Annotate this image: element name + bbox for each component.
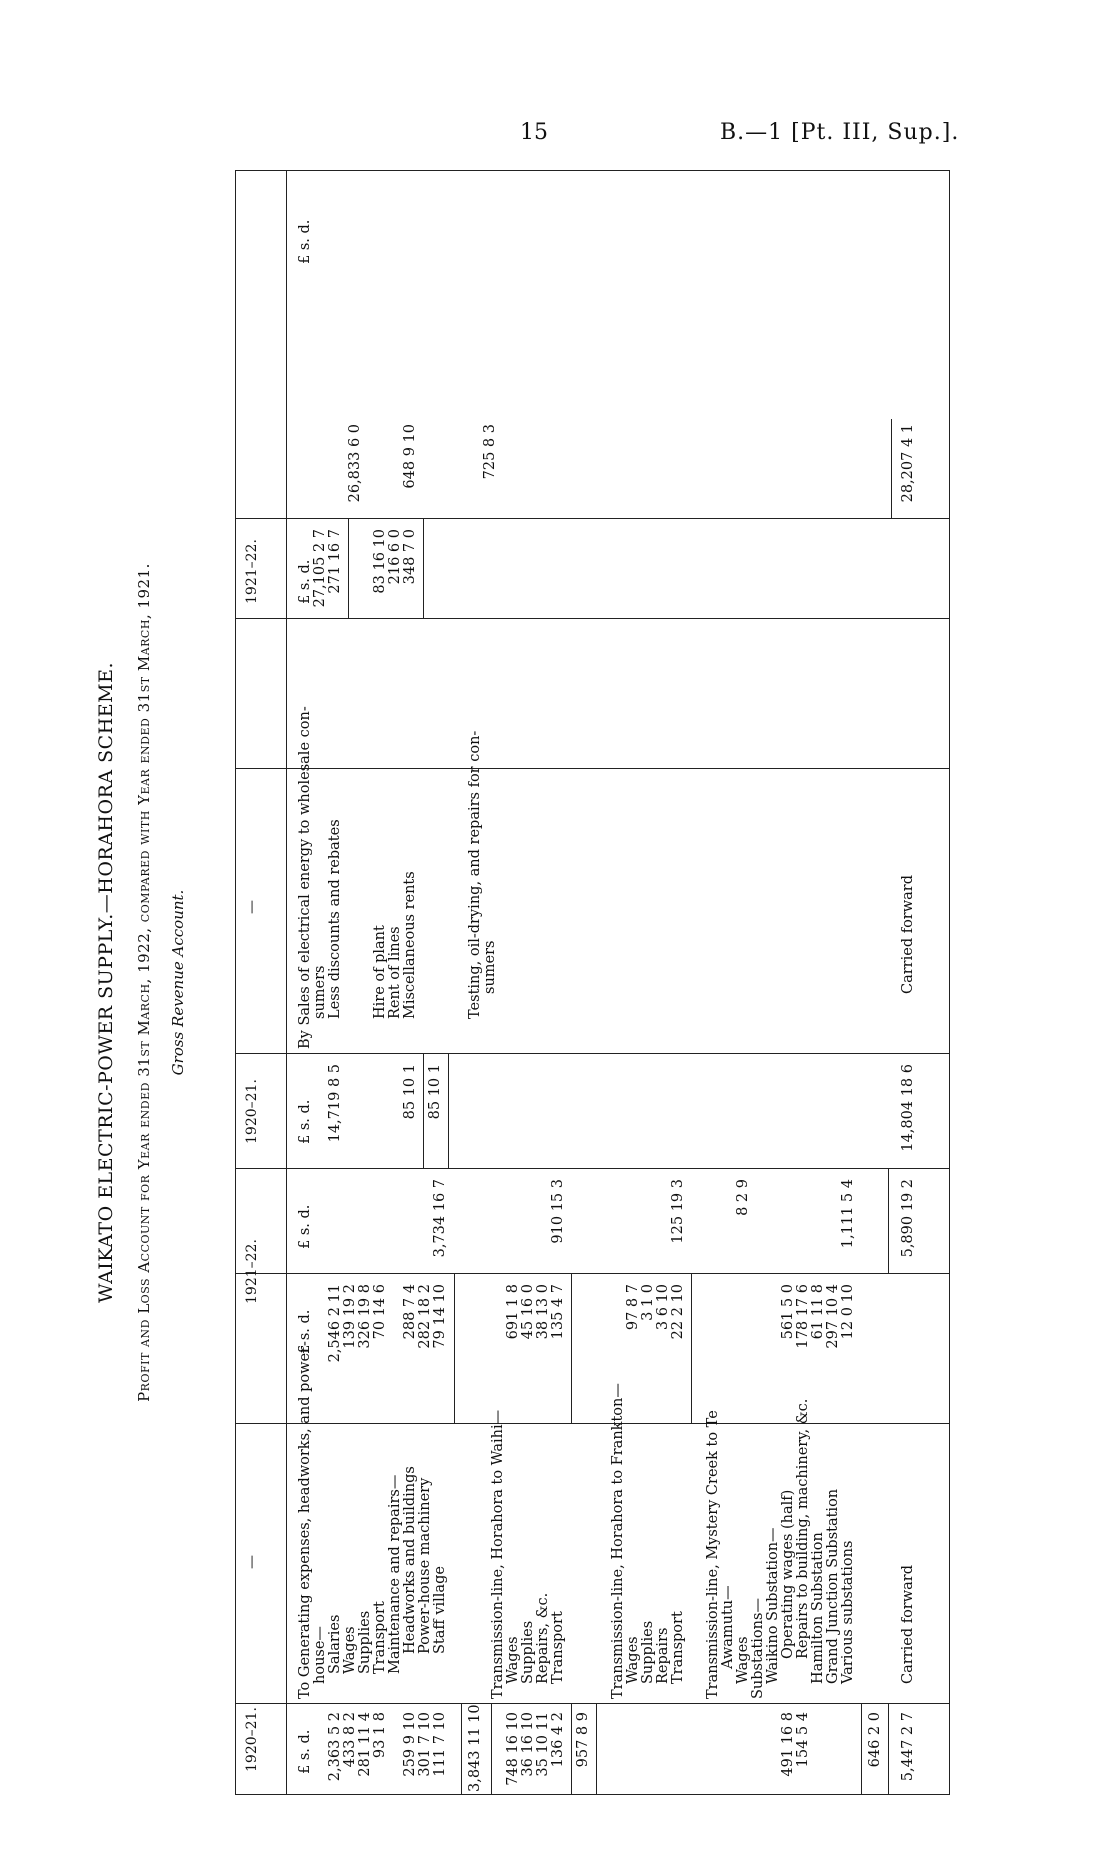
col-1921-22-left: 1921–22. — [244, 1239, 260, 1304]
cur-f-repairs: 3 6 10 — [655, 1284, 671, 1331]
lsd-label: £ s. d. — [297, 1729, 313, 1774]
exp-substations: Substations— — [750, 1598, 766, 1699]
exp-f-supplies: Supplies — [640, 1620, 656, 1684]
prev-total-2: 957 8 9 — [575, 1712, 591, 1768]
exp-f-repairs: Repairs — [655, 1627, 671, 1684]
prev-supplies: 281 11 4 — [357, 1712, 373, 1777]
cur-grand: 297 10 4 — [825, 1284, 841, 1349]
prev-w-wages: 748 16 10 — [505, 1712, 521, 1786]
exp-tl-frankton: Transmission-line, Horahora to Frankton— — [610, 1383, 626, 1699]
account-table — [235, 170, 950, 1795]
cur-w-wages: 691 1 8 — [505, 1284, 521, 1340]
exp-various: Various substations — [840, 1540, 856, 1684]
exp-hamilton: Hamilton Substation — [810, 1532, 826, 1684]
col-1920-21-mid: 1920–21. — [244, 1079, 260, 1144]
exp-f-transport: Transport — [670, 1611, 686, 1684]
inc-cur-total-misc: 648 9 10 — [402, 424, 418, 489]
inc-testing-1: Testing, oil-drying, and repairs for con- — [467, 730, 483, 1019]
inc-sales-1: By Sales of electrical energy to wholesale con- — [297, 706, 313, 1049]
prev-w-repairs: 35 10 11 — [535, 1712, 551, 1777]
prev-powerhouse: 301 7 10 — [417, 1712, 433, 1777]
inc-cur-testing: 725 8 3 — [482, 424, 498, 480]
prev-salaries: 2,363 5 2 — [327, 1712, 343, 1782]
cur-total-2: 910 15 3 — [550, 1179, 566, 1244]
cur-te-wages: 8 2 9 — [735, 1179, 751, 1216]
exp-headworks: Headworks and buildings — [402, 1466, 418, 1654]
cur-transport: 70 14 6 — [372, 1284, 388, 1340]
col-dash-right: — — [244, 900, 260, 914]
prev-repairs-bld: 154 5 4 — [795, 1712, 811, 1768]
exp-w-wages: Wages — [505, 1636, 521, 1684]
lsd-label: £ s. d. — [297, 559, 313, 604]
exp-carried: Carried forward — [900, 1564, 916, 1684]
cur-w-repairs: 38 13 0 — [535, 1284, 551, 1340]
inc-prev-misc: 85 10 1 — [402, 1064, 418, 1120]
prev-wages: 433 8 2 — [342, 1712, 358, 1768]
cur-supplies: 326 19 8 — [357, 1284, 373, 1349]
exp-tl-te-2: Awamutu— — [720, 1585, 736, 1669]
cur-w-supplies: 45 16 0 — [520, 1284, 536, 1340]
exp-supplies: Supplies — [357, 1610, 373, 1674]
exp-maint: Maintenance and repairs— — [387, 1474, 403, 1674]
cur-f-transport: 22 2 10 — [670, 1284, 686, 1340]
cur-total-sub: 1,111 5 4 — [840, 1179, 856, 1249]
inc-less: Less discounts and rebates — [327, 819, 343, 1019]
cur-total-1: 3,734 16 7 — [432, 1179, 448, 1258]
exp-transport: Transport — [372, 1601, 388, 1674]
inc-cur-hire: 83 16 10 — [372, 529, 388, 594]
prev-operating: 491 16 8 — [780, 1712, 796, 1777]
prev-staff: 111 7 10 — [432, 1712, 448, 1777]
cur-headworks: 288 7 4 — [402, 1284, 418, 1340]
cur-total-3: 125 19 3 — [670, 1179, 686, 1244]
prev-total-1: 3,843 11 10 — [467, 1704, 483, 1792]
exp-salaries: Salaries — [327, 1614, 343, 1674]
prev-headworks: 259 9 10 — [402, 1712, 418, 1777]
cur-various: 12 0 10 — [840, 1284, 856, 1340]
inc-cur-rent: 216 6 0 — [387, 529, 403, 585]
inc-carried: Carried forward — [900, 874, 916, 994]
exp-repairs-bld: Repairs to building, machinery, &c. — [795, 1398, 811, 1659]
exp-grand: Grand Junction Substation — [825, 1488, 841, 1684]
cur-hamilton: 61 11 8 — [810, 1284, 826, 1340]
prev-w-transport: 136 4 2 — [550, 1712, 566, 1768]
inc-prev-sales: 14,719 8 5 — [327, 1064, 343, 1143]
lsd-label: £ s. d. — [297, 1099, 313, 1144]
col-1920-21-left: 1920–21. — [244, 1707, 260, 1772]
exp-tl-waihi: Transmission-line, Horahora to Waihi— — [490, 1409, 506, 1699]
exp-tl-te-1: Transmission-line, Mystery Creek to Te — [705, 1410, 721, 1699]
cur-repairs-bld: 178 17 6 — [795, 1284, 811, 1349]
inc-cur-net: 26,833 6 0 — [347, 424, 363, 503]
prev-w-supplies: 36 16 10 — [520, 1712, 536, 1777]
exp-te-wages: Wages — [735, 1636, 751, 1684]
inc-sales-2: sumers — [312, 965, 328, 1019]
prev-carried: 5,447 2 7 — [900, 1712, 916, 1782]
exp-intro-2: house— — [312, 1626, 328, 1684]
exp-waikino: Waikino Substation— — [765, 1527, 781, 1684]
cur-operating: 561 5 0 — [780, 1284, 796, 1340]
exp-w-supplies: Supplies — [520, 1620, 536, 1684]
inc-cur-less: 271 16 7 — [327, 529, 343, 594]
exp-w-transport: Transport — [550, 1611, 566, 1684]
col-dash-left: — — [244, 1555, 260, 1569]
inc-prev-carried: 14,804 18 6 — [900, 1064, 916, 1152]
cur-staff: 79 14 10 — [432, 1284, 448, 1349]
prev-transport: 93 1 8 — [372, 1712, 388, 1759]
cur-carried: 5,890 19 2 — [900, 1179, 916, 1258]
exp-w-repairs: Repairs, &c. — [535, 1592, 551, 1684]
cur-wages: 139 19 2 — [342, 1284, 358, 1349]
cur-powerhouse: 282 18 2 — [417, 1284, 433, 1349]
exp-wages: Wages — [342, 1626, 358, 1674]
account-subtitle: Profit and Loss Account for Year ended 31st March, 1922, compared with Year ended 31st March, 1921. — [135, 563, 153, 1402]
lsd-label: £ s. d. — [297, 219, 313, 264]
inc-misc: Miscellaneous rents — [402, 871, 418, 1019]
scheme-title: WAIKATO ELECTRIC-POWER SUPPLY.—HORAHORA SCHEME. — [95, 661, 117, 1304]
cur-salaries: 2,546 2 11 — [327, 1284, 343, 1363]
exp-intro: To Generating expenses, headworks, and power- — [297, 1341, 313, 1699]
cur-f-wages: 97 8 7 — [625, 1284, 641, 1331]
inc-cur-misc: 348 7 0 — [402, 529, 418, 585]
lsd-label: £ s. d. — [297, 1204, 313, 1249]
prev-total-sub: 646 2 0 — [867, 1712, 883, 1768]
exp-staff: Staff village — [432, 1566, 448, 1654]
inc-rent: Rent of lines — [387, 926, 403, 1019]
inc-cur-sales: 27,105 2 7 — [312, 529, 328, 608]
exp-powerhouse: Power-house machinery — [417, 1477, 433, 1654]
inc-cur-carried: 28,207 4 1 — [900, 424, 916, 503]
col-1921-22-right: 1921–22. — [244, 539, 260, 604]
lsd-label: £ s. d. — [297, 1309, 313, 1354]
cur-f-supplies: 3 1 0 — [640, 1284, 656, 1321]
section-title: Gross Revenue Account. — [169, 889, 187, 1076]
exp-operating: Operating wages (half) — [780, 1489, 796, 1659]
page-number: 15 — [520, 120, 548, 145]
inc-hire: Hire of plant — [372, 925, 388, 1019]
cur-w-transport: 135 4 7 — [550, 1284, 566, 1340]
inc-testing-2: sumers — [482, 940, 498, 994]
page-reference: B.—1 [Pt. III, Sup.]. — [720, 120, 960, 145]
exp-f-wages: Wages — [625, 1636, 641, 1684]
rotated-account-table — [85, 170, 1005, 1795]
inc-prev-total-misc: 85 10 1 — [427, 1064, 443, 1120]
